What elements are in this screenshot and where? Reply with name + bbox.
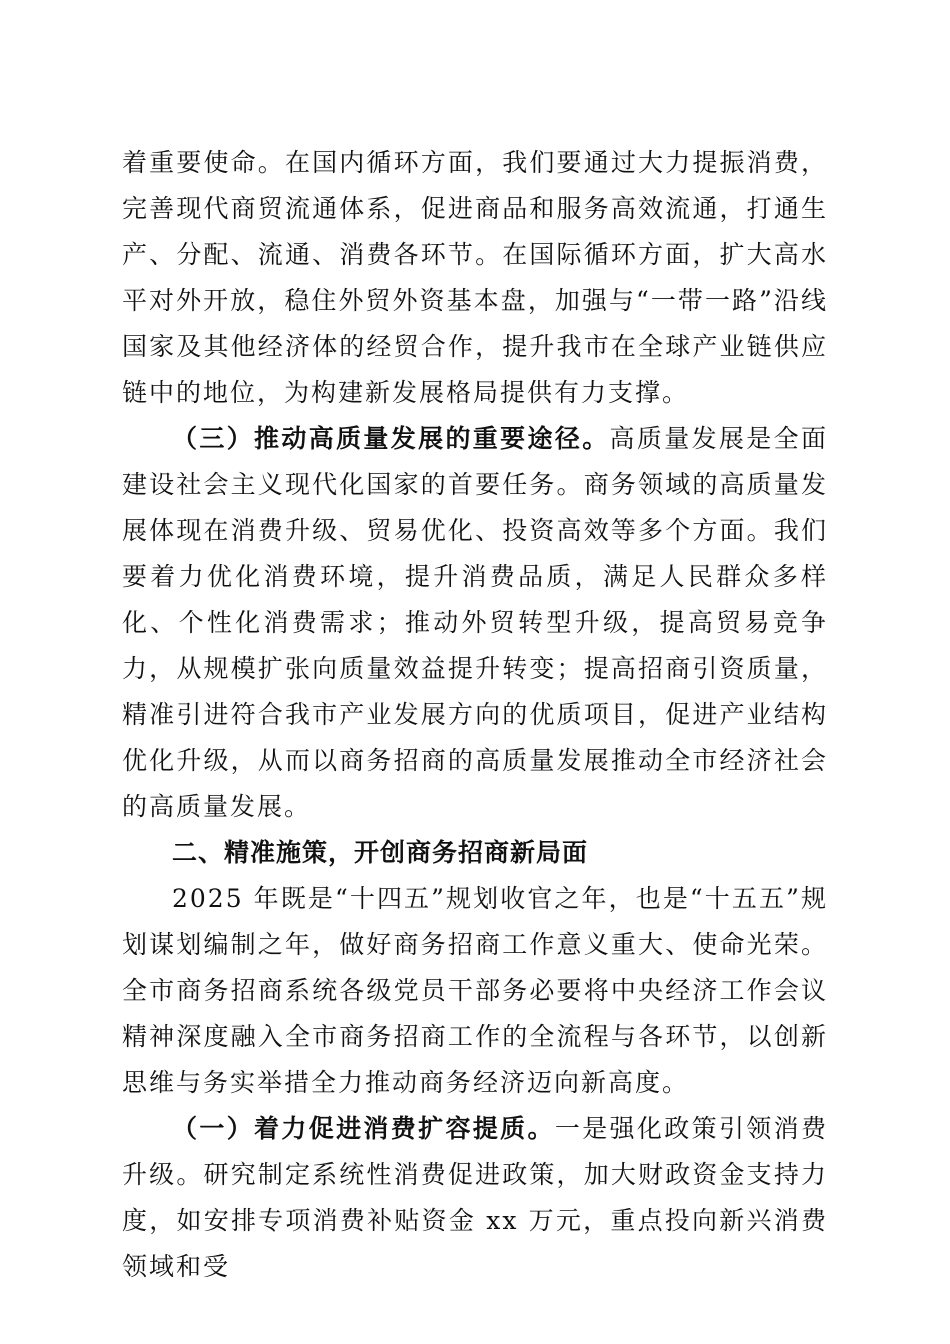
paragraph-lead: （一）着力促进消费扩容提质。: [172, 1114, 555, 1143]
paragraph-continuation: [122, 140, 828, 416]
paragraph-intro-2025: [122, 876, 828, 1106]
paragraph-text: 高质量发展是全面建设社会主义现代化国家的首要任务。商务领域的高质量发展体现在消费升级、贸易优化、投资高效等多个方面。我们要着力优化消费环境，提升消费品质，满足人民群众多样化、个性化消费需求；推动外贸转型升级，提高贸易竞争力，从规模扩张向质量效益提升转变；提高招商引资质量，精准引进符合我市产业发展方向的优质项目，促进产业结构优化升级，从而以商务招商的高质量发展推动全市经济社会的高质量发展。: [122, 424, 828, 821]
paragraph-text: 一是强化政策引领消费升级。研究制定系统性消费促进政策，加大财政资金支持力度，如安排专项消费补贴资金 xx 万元，重点投向新兴消费领域和受: [122, 1114, 828, 1281]
paragraph-text: 2025 年既是“十四五”规划收官之年，也是“十五五”规划谋划编制之年，做好商务招商工作意义重大、使命光荣。全市商务招商系统各级党员干部务必要将中央经济工作会议精神深度融入全市商务招商工作的全流程与各环节，以创新思维与务实举措全力推动商务经济迈向新高度。: [122, 884, 828, 1097]
paragraph-lead: （三）推动高质量发展的重要途径。: [172, 424, 610, 453]
section-heading: 二、精准施策，开创商务招商新局面: [172, 838, 589, 867]
paragraph-section-one: [122, 1106, 828, 1290]
paragraph-text: 着重要使命。在国内循环方面，我们要通过大力提振消费，完善现代商贸流通体系，促进商品和服务高效流通，打通生产、分配、流通、消费各环节。在国际循环方面，扩大高水平对外开放，稳住外贸外资基本盘，加强与“一带一路”沿线国家及其他经济体的经贸合作，提升我市在全球产业链供应链中的地位，为构建新发展格局提供有力支撑。: [122, 148, 828, 407]
document-body: [122, 140, 828, 1290]
paragraph-section-three: [122, 416, 828, 830]
